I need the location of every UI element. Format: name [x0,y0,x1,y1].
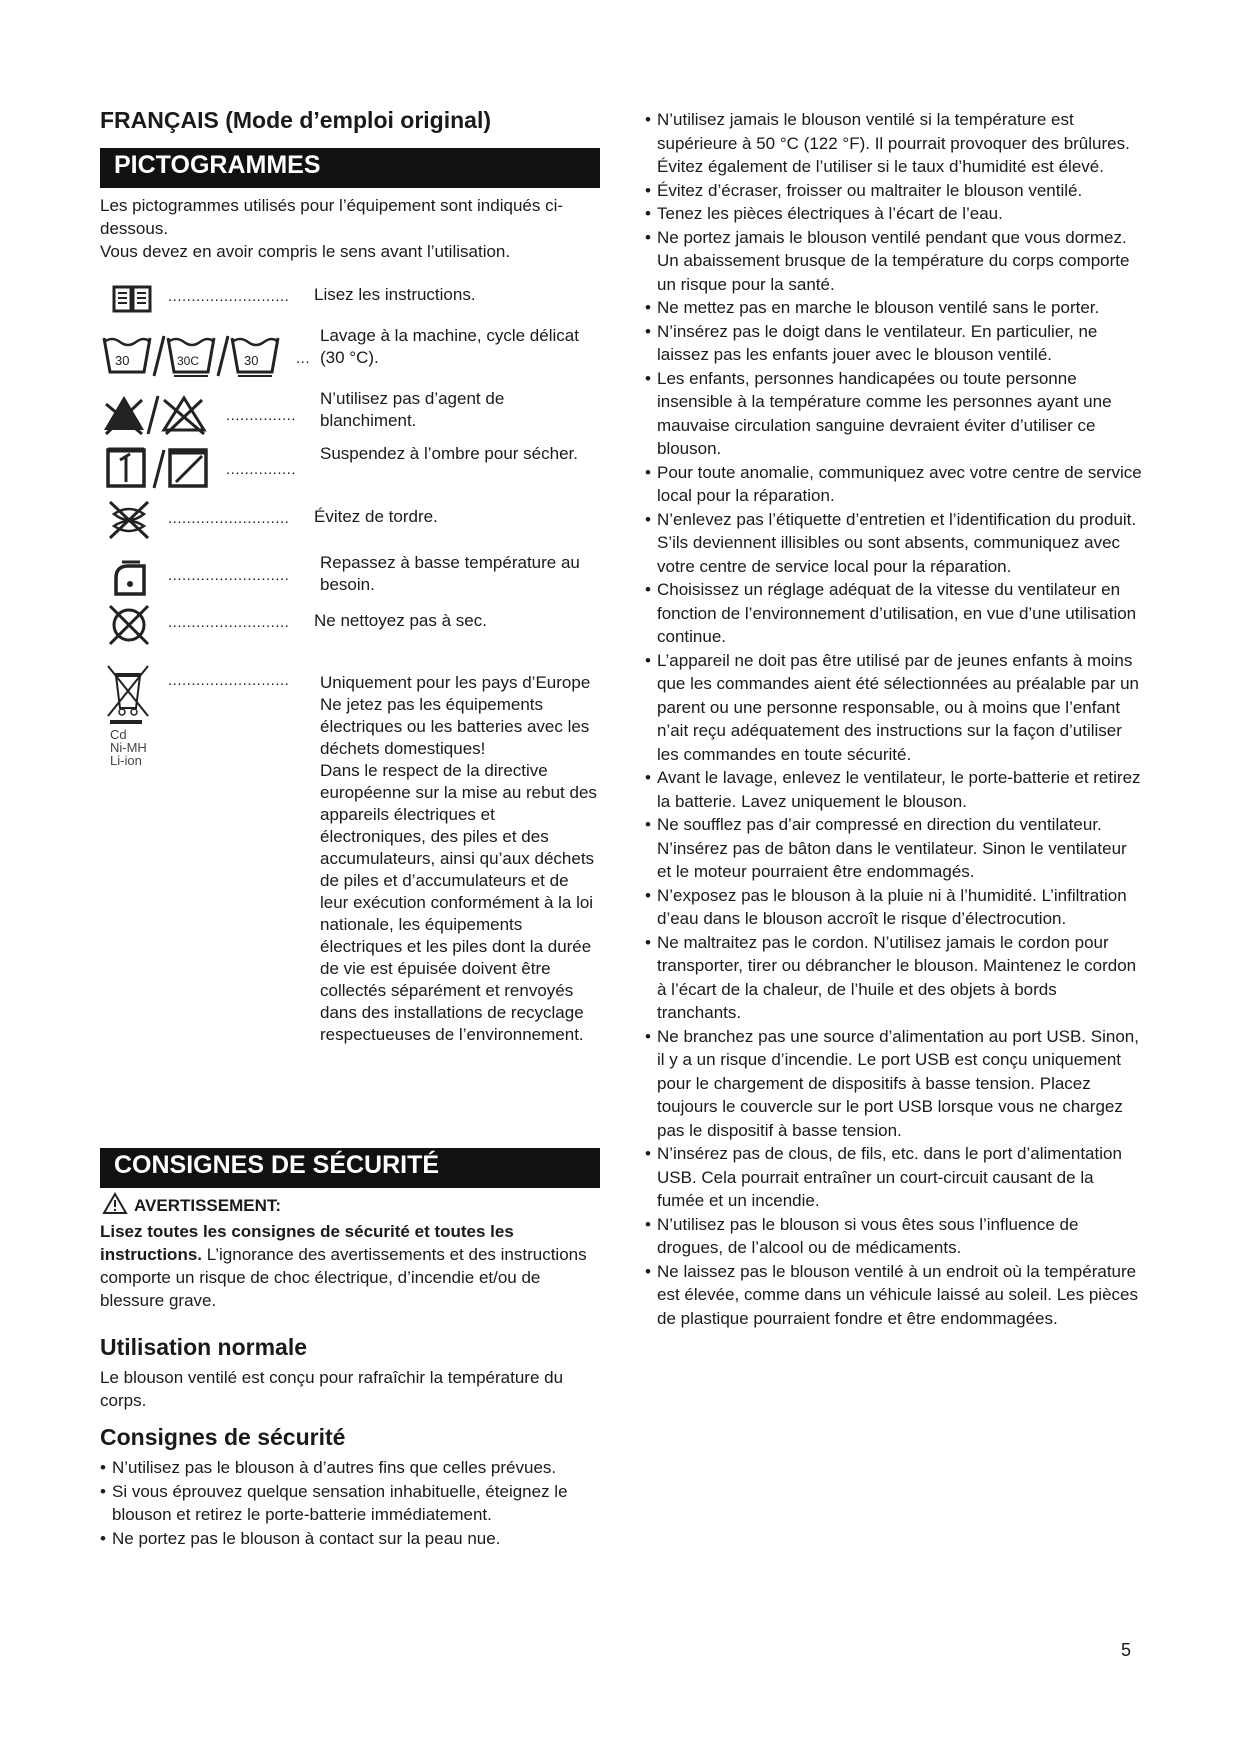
dots: ............... [226,407,297,424]
picto-bleach-text: N’utilisez pas d’agent de blanchiment. [320,389,505,430]
bullet-marker: • [645,1144,651,1163]
bullet-text: N’utilisez pas le blouson si vous êtes sous l’influence de drogues, de l’alcool ou de médicaments. [657,1214,1079,1257]
bullet-marker: • [645,580,651,599]
bullet-marker: • [645,768,651,787]
page-title: FRANÇAIS (Mode d’emploi original) [100,107,491,133]
bullet-item [645,179,1145,203]
bullet-item [645,226,1145,297]
normal-use-text: Le blouson ventilé est conçu pour rafraîchir la température du corps. [100,1368,564,1410]
bullet-text: Ne portez jamais le blouson ventilé pendant que vous dormez. Un abaissement brusque de la température du corps comporte un risque pour la santé. [657,227,1130,294]
left-bullet-list [100,1456,600,1550]
bullet-marker: • [645,227,651,247]
bullet-text: N’exposez pas le blouson à la pluie ni à l’humidité. L’infiltration d’eau dans le blouson accroît le risque d’électrocution. [657,885,1127,928]
book-icon [112,283,152,315]
battery-nimh-label: Ni-MH [110,740,147,755]
bullet-marker: • [645,650,651,670]
bullet-text: Ne mettez pas en marche le blouson ventilé sans le porter. [657,298,1100,317]
bullet-marker: • [100,1458,106,1477]
dots: .......................... [168,288,290,305]
picto-shade-text: Suspendez à l’ombre pour sécher. [320,444,578,463]
picto-wring-text: Évitez de tordre. [314,507,438,526]
bullet-item [645,508,1145,579]
bullet-item [645,320,1145,367]
weee-bin-icon [106,664,150,724]
dots: .......................... [168,614,290,631]
bullet-item [645,202,1145,226]
wash-label-2: 30C [177,354,200,368]
no-dry-clean-icon [108,604,150,646]
bullet-item [645,884,1145,931]
bullet-marker: • [645,298,651,317]
consignes-title: Consignes de sécurité [100,1424,346,1450]
bullet-marker: • [645,815,651,834]
battery-cd-label: Cd [110,727,127,742]
bullet-item [645,1142,1145,1213]
picto-wash-text: Lavage à la machine, cycle délicat (30 °C). [320,326,579,367]
bullet-text: Avant le lavage, enlevez le ventilateur, le porte-batterie et retirez la batterie. Lavez uniquement le blouson. [657,768,1141,811]
picto-iron-text: Repassez à basse température au besoin. [320,553,580,594]
bullet-text: N’utilisez pas le blouson à d’autres fins que celles prévues. [112,1458,557,1477]
picto-dry-clean-text: Ne nettoyez pas à sec. [314,611,487,630]
bullet-marker: • [645,462,651,482]
bullet-text: Si vous éprouvez quelque sensation inhabituelle, éteignez le blouson et retirez le porte-batterie immédiatement. [112,1481,568,1524]
bullet-text: Ne soufflez pas d’air compressé en direction du ventilateur. N’insérez pas de bâton dans le ventilateur. Sinon le ventilateur et le moteur pourraient être endommagés. [657,815,1127,881]
bullet-text: Ne laissez pas le blouson ventilé à un endroit où la température est élevée, comme dans un véhicule laissé au soleil. Les pièces de plastique pourraient fondre et être endommagées. [657,1261,1138,1328]
bullet-text: Ne portez pas le blouson à contact sur la peau nue. [112,1528,501,1548]
battery-liion-label: Li-ion [110,753,142,768]
bullet-text: Choisissez un réglage adéquat de la vitesse du ventilateur en fonction de l’environnement d’utilisation, en vue d’une utilisation continue. [657,580,1137,646]
bullet-marker: • [645,1261,651,1281]
dots: ............... [226,461,297,478]
bullet-marker: • [645,509,651,529]
wash-label-3: 30 [244,353,259,368]
wash-label-1: 30 [115,353,130,368]
bullet-marker: • [645,110,651,129]
bullet-item [645,813,1145,884]
bullet-item [645,296,1145,320]
no-bleach-icon [102,392,222,436]
bullet-text: Les enfants, personnes handicapées ou toute personne insensible à la température comme les personnes ayant une mauvaise circulation sanguine devraient éviter d’utiliser ce blouson. [657,368,1112,458]
shade-dry-icon [106,446,226,490]
bullet-text: L’appareil ne doit pas être utilisé par de jeunes enfants à moins que les commandes aient été sélectionnées au préalable par un parent ou une personne responsable, ou à moins que l’enfant n’ait reçu adéquatement des instructions sur la façon d’utiliser les commandes en toute sécurité. [657,650,1139,764]
wash-30-icon [102,332,292,380]
bullet-marker: • [100,1481,106,1501]
bullet-text: Ne branchez pas une source d’alimentation au port USB. Sinon, il y a un risque d’incendie. Le port USB est conçu uniquement pour le chargement de dispositifs à basse tension. Placez toujours le couvercle sur le port USB lorsque vous ne chargez pas le dispositif à basse tension. [657,1026,1139,1140]
bullet-text: N’enlevez pas l’étiquette d’entretien et l’identification du produit. S’ils deviennent illisibles ou sont absents, communiquez avec votre centre de service local pour la réparation. [657,509,1137,576]
bullet-marker: • [645,1026,651,1046]
bullet-item [645,108,1145,179]
bullet-text: N’insérez pas de clous, de fils, etc. dans le port d’alimentation USB. Cela pourrait entraîner un court-circuit causant de la fumée et un incendie. [657,1144,1122,1210]
page-number: 5 [1120,1640,1131,1660]
iron-low-icon [110,556,150,596]
bullet-item [100,1456,600,1480]
bullet-item [645,1260,1145,1331]
warning-text: L’ignorance des avertissements et des instructions comporte un risque de choc électrique, d’incendie et/ou de blessure grave. [100,1245,587,1310]
picto-read-text: Lisez les instructions. [314,285,476,304]
warning-icon [102,1192,128,1216]
warning-label: AVERTISSEMENT: [134,1196,282,1215]
bullet-item [645,931,1145,1025]
no-wring-icon [108,500,150,540]
picto-eu-text: Uniquement pour les pays d’Europe Ne jetez pas les équipements électriques ou les batteries avec les déchets domestiques! Dans le respect de la directive européenne sur la mise au rebut des appareils électriques et électroniques, des piles et des accumulateurs, ainsi qu’aux déchets de piles et d’accumulateurs et de leur exécution conformément à la loi nationale, les équipements électriques et les piles dont la durée de vie est épuisée doivent être collectés séparément et renvoyés dans des installations de recyclage respectueuses de l’environnement. [320,673,597,1044]
bullet-item [645,1025,1145,1143]
bullet-text: Évitez d’écraser, froisser ou maltraiter le blouson ventilé. [657,180,1083,200]
dots: .......................... [168,567,290,584]
right-bullet-list [645,108,1145,1330]
pictogrammes-intro-2: Vous devez en avoir compris le sens avant l’utilisation. [100,242,511,261]
bullet-marker: • [645,932,651,952]
bullet-text: N’insérez pas le doigt dans le ventilateur. En particulier, ne laissez pas les enfants jouer avec le blouson ventilé. [657,321,1098,364]
dots: .......................... [168,672,290,689]
bullet-item [100,1527,600,1551]
bullet-text: Pour toute anomalie, communiquez avec votre centre de service local pour la réparation. [657,462,1142,505]
bullet-marker: • [645,204,651,223]
bullet-text: N’utilisez jamais le blouson ventilé si la température est supérieure à 50 °C (122 °F). Il pourrait provoquer des brûlures. Évitez également de l’utiliser si le taux d’humidité est élevé. [657,110,1130,176]
bullet-item [645,649,1145,767]
bullet-marker: • [645,1214,651,1234]
bullet-marker: • [645,321,651,341]
dots: ... [296,350,311,367]
bullet-marker: • [645,368,651,388]
normal-use-title: Utilisation normale [100,1334,308,1360]
bullet-item [100,1480,600,1527]
pictogrammes-heading: PICTOGRAMMES [100,148,600,188]
dots: .......................... [168,510,290,527]
safety-heading: CONSIGNES DE SÉCURITÉ [100,1148,600,1188]
warning-bold: Lisez toutes les consignes de sécurité et toutes les instructions. [100,1222,514,1264]
bullet-text: Tenez les pièces électriques à l’écart de l’eau. [657,204,1003,223]
bullet-marker: • [100,1528,106,1548]
bullet-item [645,461,1145,508]
warning-paragraph [100,1220,600,1312]
bullet-text: Ne maltraitez pas le cordon. N’utilisez jamais le cordon pour transporter, tirer ou débrancher le blouson. Maintenez le cordon à l’écart de la chaleur, de l’huile et des objets à bords tranchants. [657,932,1137,1022]
bullet-item [645,1213,1145,1260]
bullet-item [645,766,1145,813]
bullet-item [645,367,1145,461]
bullet-item [645,578,1145,649]
bullet-marker: • [645,885,651,905]
pictogrammes-intro: Les pictogrammes utilisés pour l’équipement sont indiqués ci-dessous. [100,196,564,238]
bullet-marker: • [645,180,651,200]
